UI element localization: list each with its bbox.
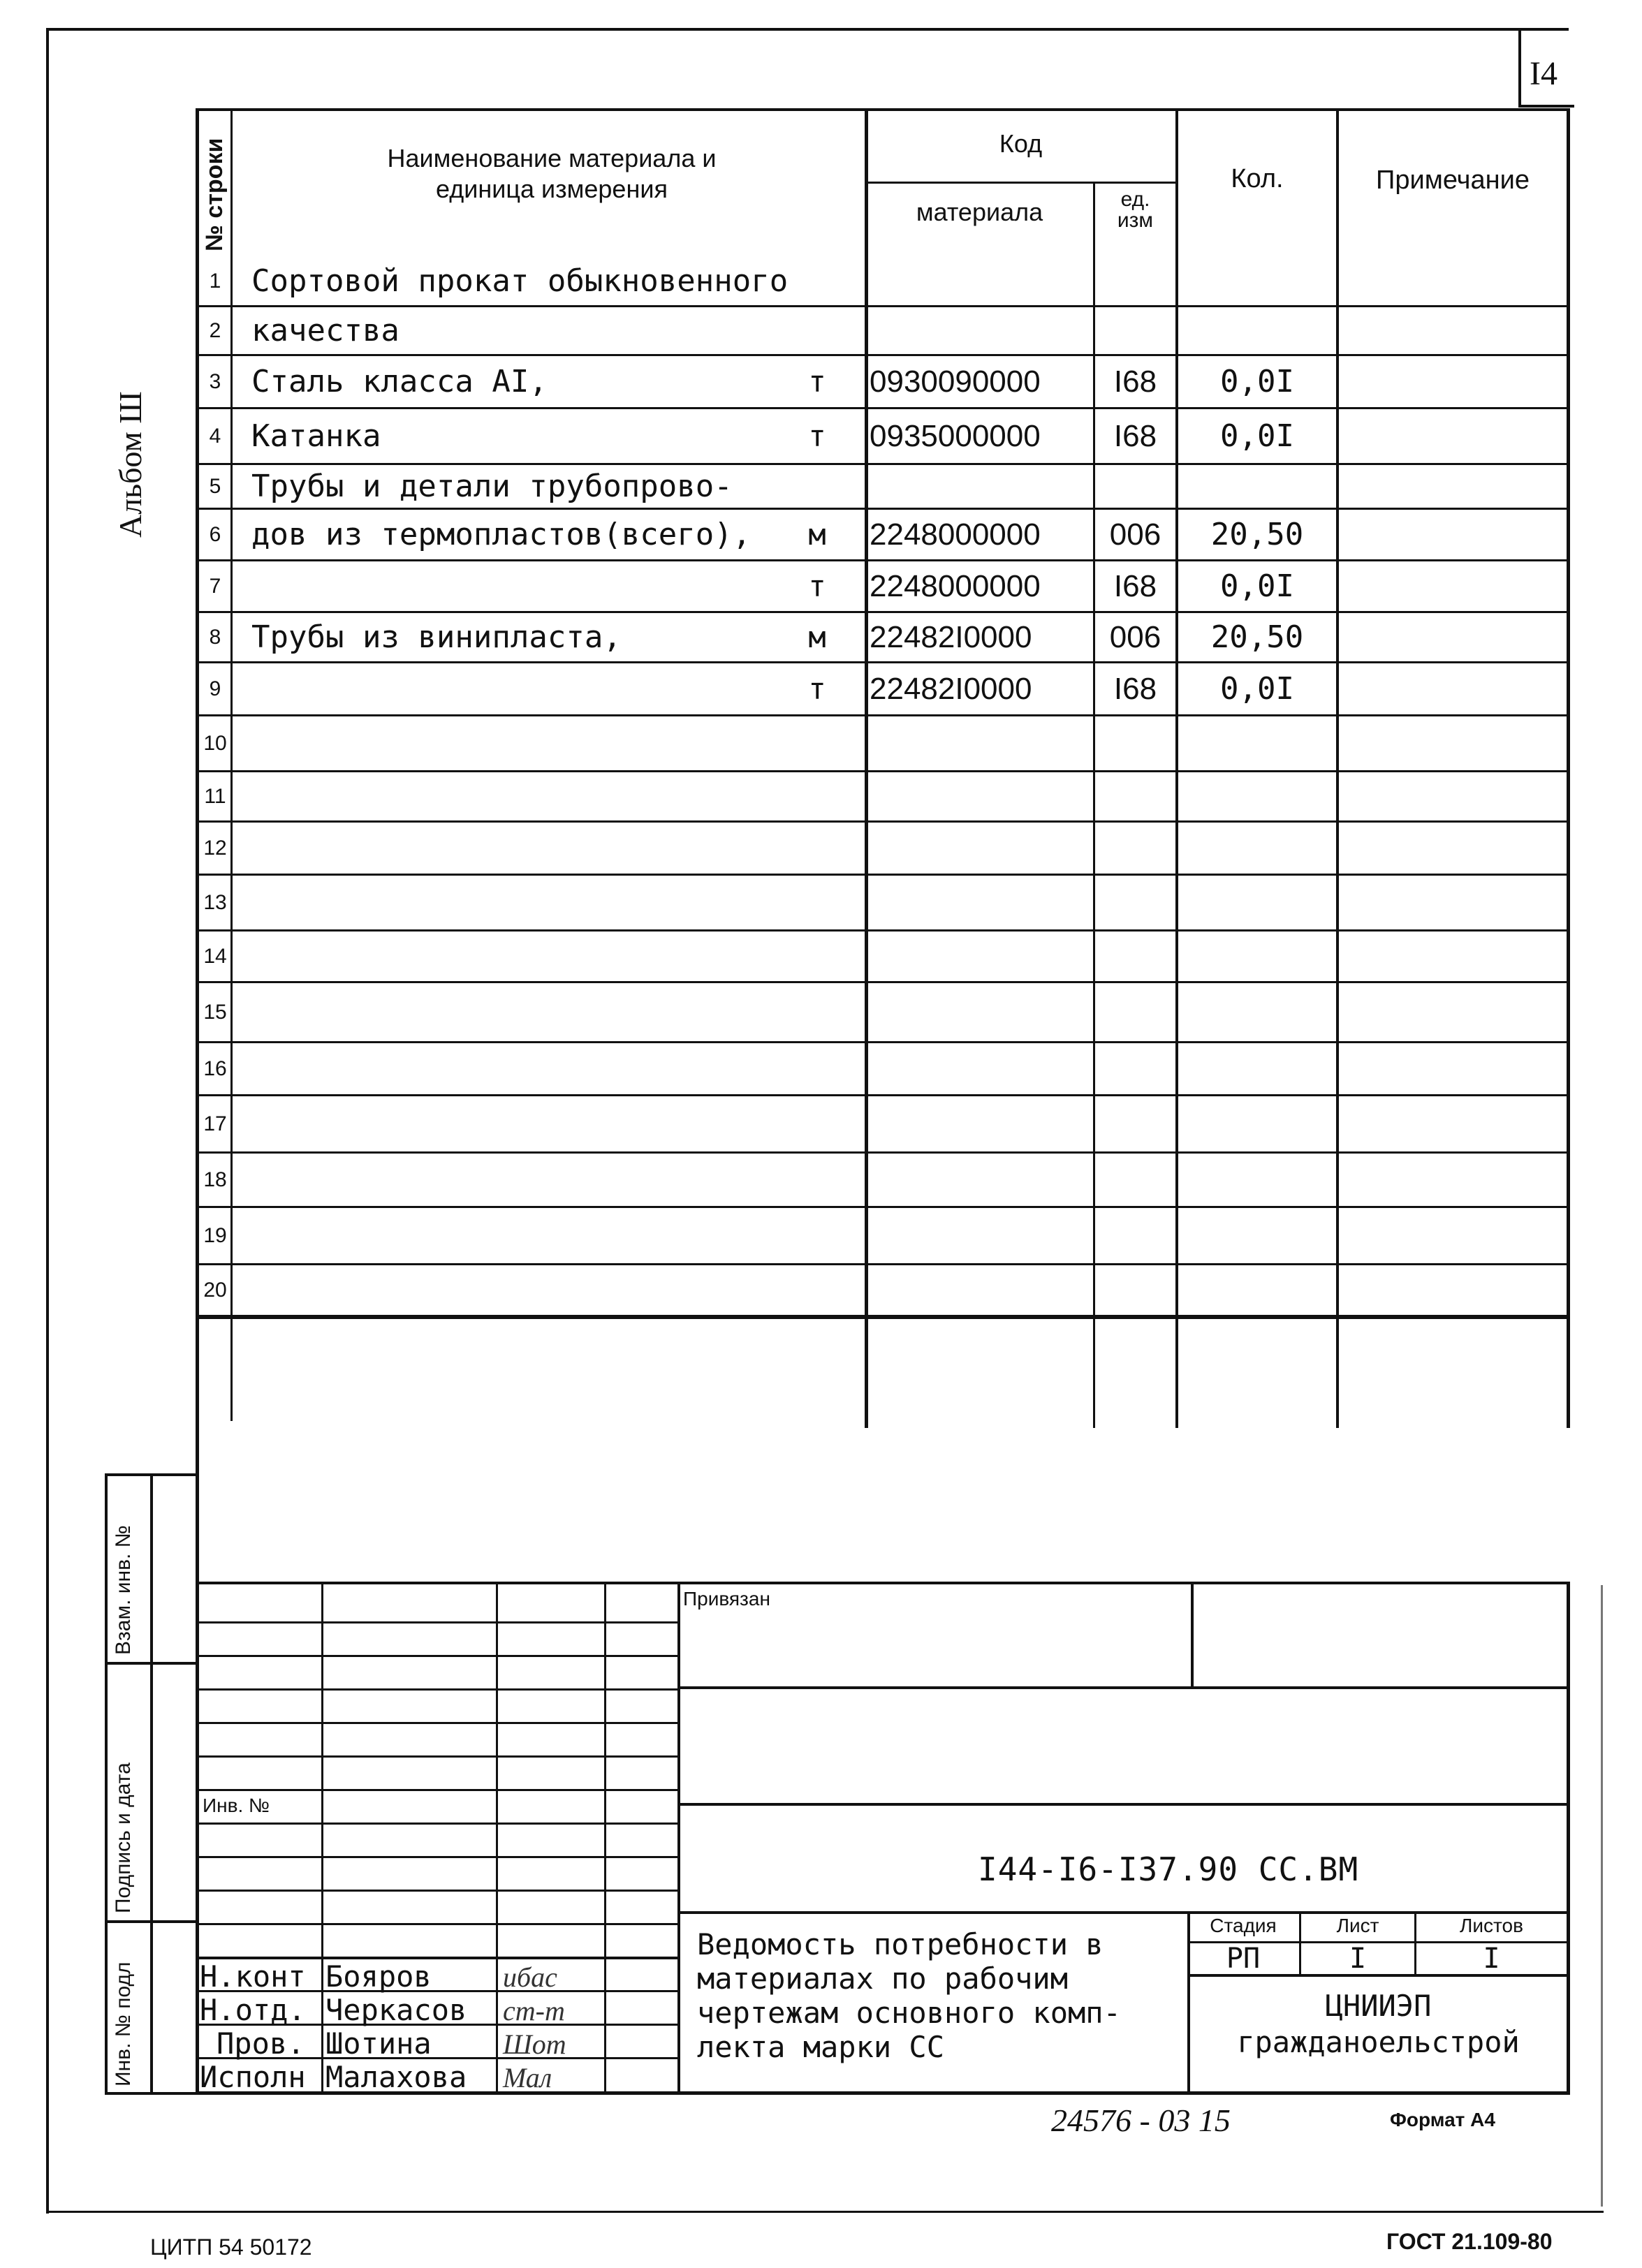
- name-malakhova: Малахова: [325, 2060, 467, 2094]
- row-number: 2: [209, 319, 221, 342]
- header-row-no: № строки: [201, 138, 228, 251]
- side-label-inv-podl: Инв. № подл: [112, 1961, 135, 2086]
- side-strip-bottom: [105, 2092, 196, 2095]
- row-number: 15: [203, 1001, 227, 1024]
- left-footer-code: ЦИТП 54 50172: [150, 2234, 312, 2260]
- row-number: 12: [203, 837, 227, 860]
- title-line-1: Ведомость потребности в: [697, 1927, 1104, 1961]
- material-name: Катанка: [251, 418, 381, 454]
- title-line-3: чертежам основного комп-: [697, 1996, 1121, 2030]
- quantity: 20,50: [1210, 517, 1304, 552]
- row-number: 14: [203, 945, 227, 968]
- header-code-material: материала: [916, 198, 1043, 226]
- privyazan-label: Привязан: [683, 1588, 770, 1610]
- material-name: Сталь класса AI,: [251, 364, 548, 399]
- row-number: 11: [204, 785, 226, 808]
- table-row: [196, 822, 1570, 875]
- organization-line-2: гражданоельстрой: [1237, 2025, 1520, 2059]
- header-qty: Кол.: [1231, 164, 1284, 193]
- unit-of-measure: м: [808, 517, 826, 552]
- unit-code: 006: [1109, 517, 1161, 552]
- header-note: Примечание: [1376, 165, 1530, 195]
- row-number: 9: [209, 677, 221, 700]
- material-name: Сортовой прокат обыкновенного: [251, 263, 789, 299]
- row-number: 5: [209, 475, 221, 498]
- unit-code: I68: [1113, 364, 1157, 399]
- side-strip-div2: [105, 1920, 196, 1923]
- side-label-podpis: Подпись и дата: [112, 1762, 135, 1913]
- material-name: качества: [251, 313, 399, 348]
- side-strip-mid: [150, 1473, 153, 2095]
- unit-of-measure: т: [808, 364, 826, 399]
- album-label: Альбом Ш: [112, 391, 148, 538]
- material-name: дов из термопластов(всего),: [251, 517, 752, 552]
- row-number: 19: [203, 1224, 227, 1247]
- table-row: [196, 982, 1570, 1043]
- title-line-4: лекта марки CC: [697, 2030, 945, 2064]
- role-ispoln: Исполн: [200, 2060, 306, 2094]
- row-number: 17: [203, 1112, 227, 1135]
- table-row: [196, 1153, 1570, 1207]
- role-prov: Пров.: [217, 2026, 305, 2061]
- table-row: [196, 464, 1570, 509]
- row-number: 3: [209, 370, 221, 393]
- sheets-header: Листов: [1460, 1915, 1523, 1936]
- sheet-value: I: [1349, 1943, 1367, 1975]
- material-code: 0930090000: [870, 364, 1041, 399]
- title-block: [196, 1424, 1570, 2095]
- material-name: Трубы и детали трубопрово-: [251, 469, 733, 504]
- name-shotina: Шотина: [325, 2026, 432, 2061]
- outer-frame-top: [46, 28, 1569, 31]
- side-strip-left: [105, 1473, 108, 2095]
- stage-value: РП: [1226, 1943, 1261, 1975]
- table-row: [196, 509, 1570, 561]
- table-row: [196, 716, 1570, 772]
- role-n-kont: Н.конт: [200, 1959, 306, 1994]
- sheets-value: I: [1483, 1943, 1500, 1975]
- title-line-2: материалах по рабочим: [697, 1961, 1069, 1996]
- table-row: [196, 1265, 1570, 1316]
- material-code: 0935000000: [870, 419, 1041, 453]
- material-code: 22482I0000: [870, 620, 1032, 654]
- name-cherkasov: Черкасов: [325, 1993, 467, 2027]
- table-row: [196, 1096, 1570, 1153]
- material-code: 2248000000: [870, 517, 1041, 552]
- row-number: 13: [203, 891, 227, 914]
- table-row: [196, 875, 1570, 931]
- side-strip-div1: [105, 1662, 196, 1665]
- outer-frame-left: [46, 28, 49, 2214]
- table-row: [196, 408, 1570, 464]
- quantity: 20,50: [1210, 619, 1304, 655]
- side-label-vzam: Взам. инв. №: [112, 1525, 135, 1655]
- material-code: 22482I0000: [870, 672, 1032, 706]
- table-row: [196, 1043, 1570, 1096]
- unit-of-measure: м: [808, 620, 826, 654]
- gost-label: ГОСТ 21.109-80: [1386, 2229, 1553, 2254]
- table-row: [196, 931, 1570, 982]
- table-row: [196, 772, 1570, 822]
- table-row: [196, 1207, 1570, 1265]
- organization-line-1: ЦНИИЭП: [1325, 1989, 1432, 2023]
- quantity: 0,0I: [1220, 418, 1294, 454]
- role-n-otd: Н.отд.: [200, 1993, 306, 2027]
- outer-frame-right-dash: [1601, 1585, 1603, 2207]
- row-number: 1: [209, 270, 221, 293]
- header-code-group: Код: [999, 129, 1043, 158]
- unit-code: 006: [1109, 620, 1161, 654]
- archive-number: 24576 - 03 15: [1051, 2103, 1231, 2138]
- row-number: 8: [209, 626, 221, 649]
- stage-header: Стадия: [1210, 1915, 1277, 1936]
- table-row: [196, 561, 1570, 612]
- row-number: 18: [203, 1168, 227, 1191]
- table-row: [196, 612, 1570, 663]
- unit-of-measure: т: [808, 419, 826, 453]
- signature-2: ст-т: [503, 1995, 565, 2026]
- inv-no-label: Инв. №: [203, 1795, 270, 1816]
- header-name: Наименование материала и единица измерения: [387, 144, 717, 203]
- table-row: [196, 355, 1570, 408]
- row-number: 20: [203, 1279, 227, 1302]
- header-code-unit: ед. изм: [1117, 188, 1154, 232]
- format-label: Формат А4: [1390, 2109, 1495, 2130]
- signature-1: ибас: [503, 1961, 557, 1993]
- material-name: Трубы из винипласта,: [251, 619, 622, 655]
- table-row: [196, 256, 1570, 307]
- table-row: [196, 307, 1570, 355]
- quantity: 0,0I: [1220, 671, 1294, 707]
- row-number: 10: [203, 732, 227, 755]
- name-boyarov: Бояров: [325, 1959, 432, 1994]
- signature-3: Шот: [503, 2028, 566, 2060]
- document-title: [697, 1927, 1121, 2064]
- row-number: 7: [209, 575, 221, 598]
- signature-4: Мал: [503, 2062, 552, 2093]
- materials-table: [196, 108, 1570, 1428]
- sheet-header: Лист: [1336, 1915, 1379, 1936]
- material-code: 2248000000: [870, 569, 1041, 603]
- document-designation: I44-I6-I37.90 CC.BM: [978, 1850, 1359, 1888]
- sheet-number: I4: [1530, 55, 1557, 92]
- quantity: 0,0I: [1220, 364, 1294, 399]
- unit-code: I68: [1113, 672, 1157, 706]
- sheet-number-box-left: [1518, 28, 1521, 105]
- sheet-number-box-bottom: [1518, 105, 1574, 108]
- unit-of-measure: т: [808, 569, 826, 603]
- quantity: 0,0I: [1220, 568, 1294, 604]
- row-number: 4: [209, 425, 221, 448]
- unit-code: I68: [1113, 569, 1157, 603]
- table-row: [196, 663, 1570, 716]
- side-strip-top: [105, 1473, 196, 1476]
- unit-of-measure: т: [808, 672, 826, 706]
- unit-code: I68: [1113, 419, 1157, 453]
- row-number: 6: [209, 523, 221, 546]
- row-number: 16: [203, 1057, 227, 1080]
- outer-frame-bottom: [46, 2211, 1604, 2213]
